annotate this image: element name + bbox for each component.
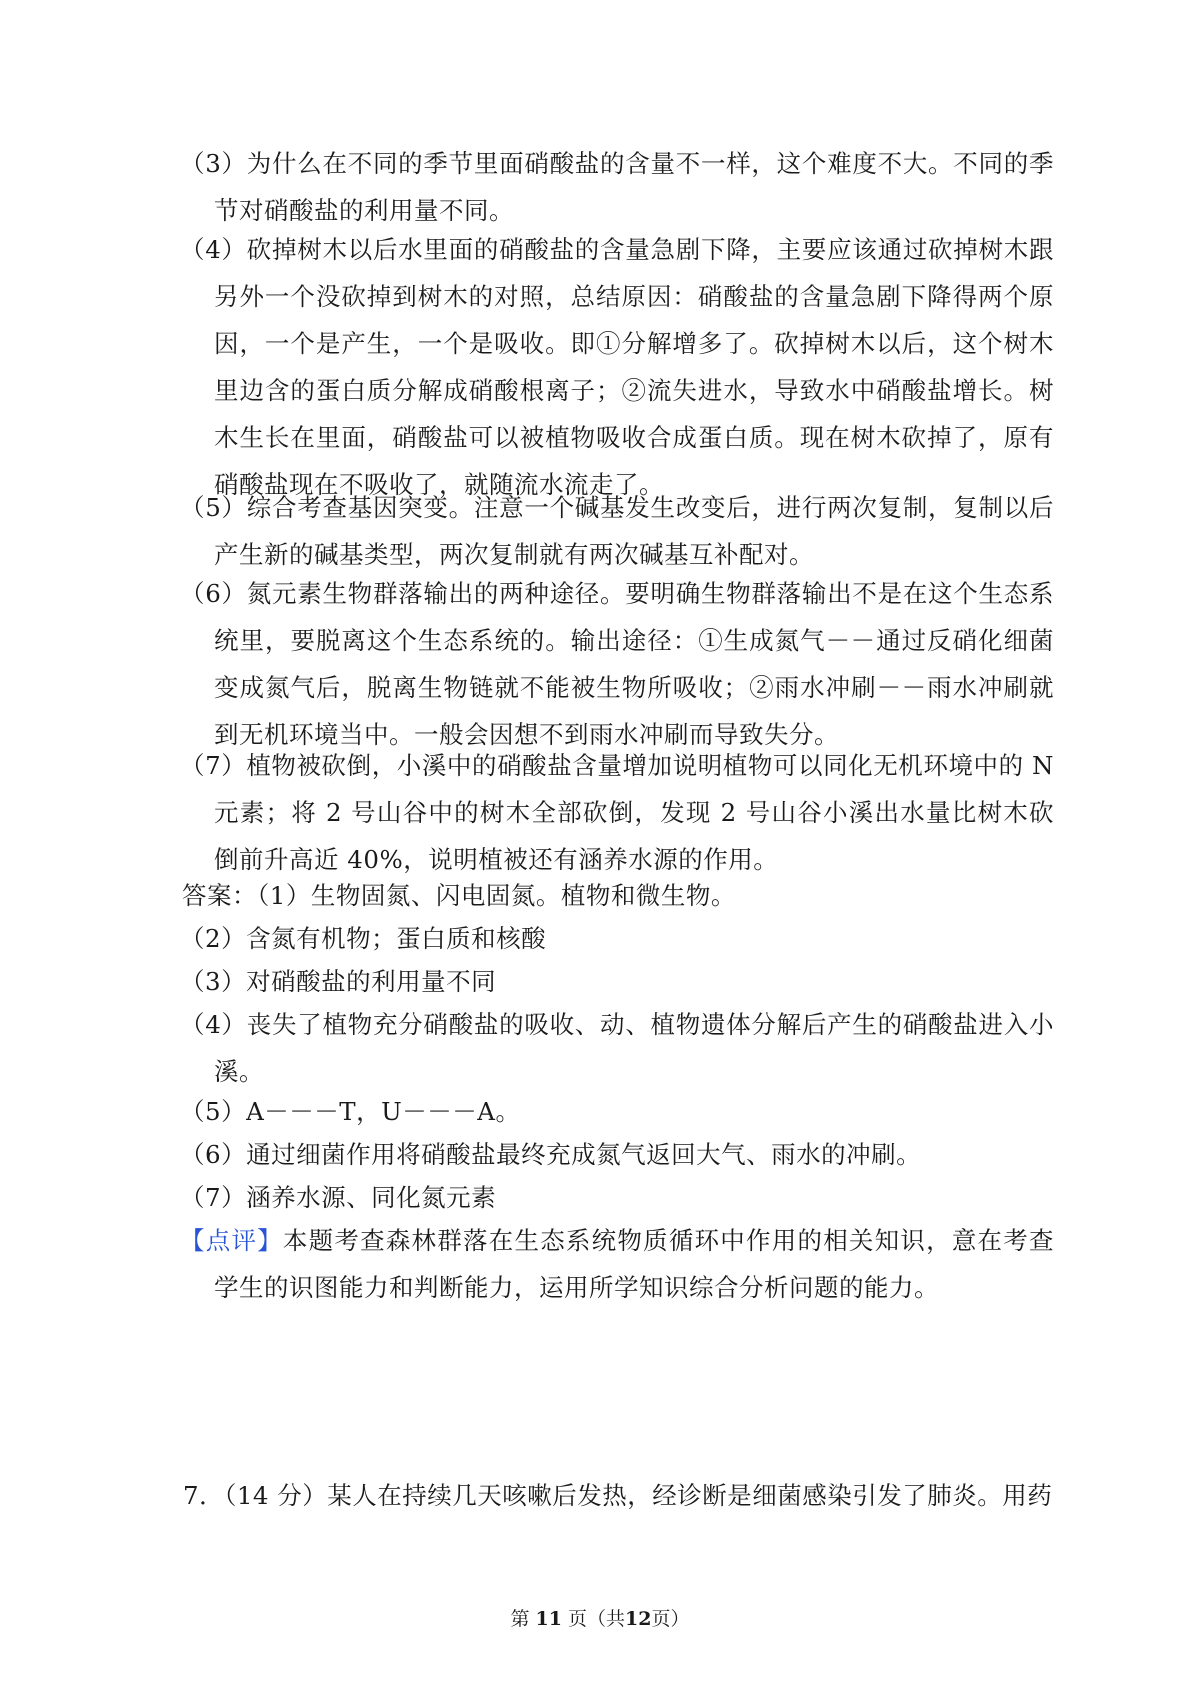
answer-6: （6）通过细菌作用将硝酸盐最终充成氮气返回大气、雨水的冲刷。	[180, 1140, 922, 1169]
footer-middle: 页（共	[568, 1608, 626, 1630]
footer-page-number: 11	[535, 1608, 562, 1630]
answer-5: （5）A－－－T，U－－－A。	[180, 1097, 521, 1126]
comment-tag: 【点评】	[180, 1226, 283, 1255]
footer-total-pages: 12	[625, 1608, 652, 1630]
analysis-paragraph-3: （3）为什么在不同的季节里面硝酸盐的含量不一样，这个难度不大。不同的季节对硝酸盐的利用量不同。	[180, 149, 1054, 225]
answer-heading: 答案：（1）生物固氮、闪电固氮。植物和微生物。	[182, 881, 736, 910]
answer-7: （7）涵养水源、同化氮元素	[180, 1183, 497, 1212]
answer-3: （3）对硝酸盐的利用量不同	[180, 967, 497, 996]
page-footer	[0, 1606, 1200, 1632]
comment-paragraph	[180, 1217, 1054, 1311]
analysis-paragraph-4: （4）砍掉树木以后水里面的硝酸盐的含量急剧下降，主要应该通过砍掉树木跟另外一个没砍掉到树木的对照，总结原因：硝酸盐的含量急剧下降得两个原因，一个是产生，一个是吸收。即①分解增多了。砍掉树木以后，这个树木里边含的蛋白质分解成硝酸根离子；②流失进水，导致水中硝酸盐增长。树木生长在里面，硝酸盐可以被植物吸收合成蛋白质。现在树木砍掉了，原有硝酸盐现在不吸收了，就随流水流走了。	[180, 235, 1054, 499]
analysis-paragraph-7: （7）植物被砍倒，小溪中的硝酸盐含量增加说明植物可以同化无机环境中的 N 元素；将 2 号山谷中的树木全部砍倒，发现 2 号山谷小溪出水量比树木砍倒前升高近 40%，说明植被还有涵养水源的作用。	[180, 751, 1054, 874]
comment-text: 本题考查森林群落在生态系统物质循环中作用的相关知识，意在考查学生的识图能力和判断能力，运用所学知识综合分析问题的能力。	[214, 1226, 1055, 1302]
footer-suffix: 页）	[651, 1608, 690, 1630]
footer-prefix: 第	[510, 1608, 530, 1630]
analysis-paragraph-5: （5）综合考查基因突变。注意一个碱基发生改变后，进行两次复制，复制以后产生新的碱基类型，两次复制就有两次碱基互补配对。	[180, 493, 1054, 569]
analysis-paragraph-6: （6）氮元素生物群落输出的两种途径。要明确生物群落输出不是在这个生态系统里，要脱离这个生态系统的。输出途径：①生成氮气－－通过反硝化细菌变成氮气后，脱离生物链就不能被生物所吸收；②雨水冲刷－－雨水冲刷就到无机环境当中。一般会因想不到雨水冲刷而导致失分。	[180, 579, 1054, 749]
answer-2: （2）含氮有机物；蛋白质和核酸	[180, 924, 547, 953]
answer-4: （4）丧失了植物充分硝酸盐的吸收、动、植物遗体分解后产生的硝酸盐进入小溪。	[180, 1010, 1054, 1086]
question-7-text: 7．（14 分）某人在持续几天咳嗽后发热，经诊断是细菌感染引发了肺炎。用药	[183, 1481, 1053, 1510]
